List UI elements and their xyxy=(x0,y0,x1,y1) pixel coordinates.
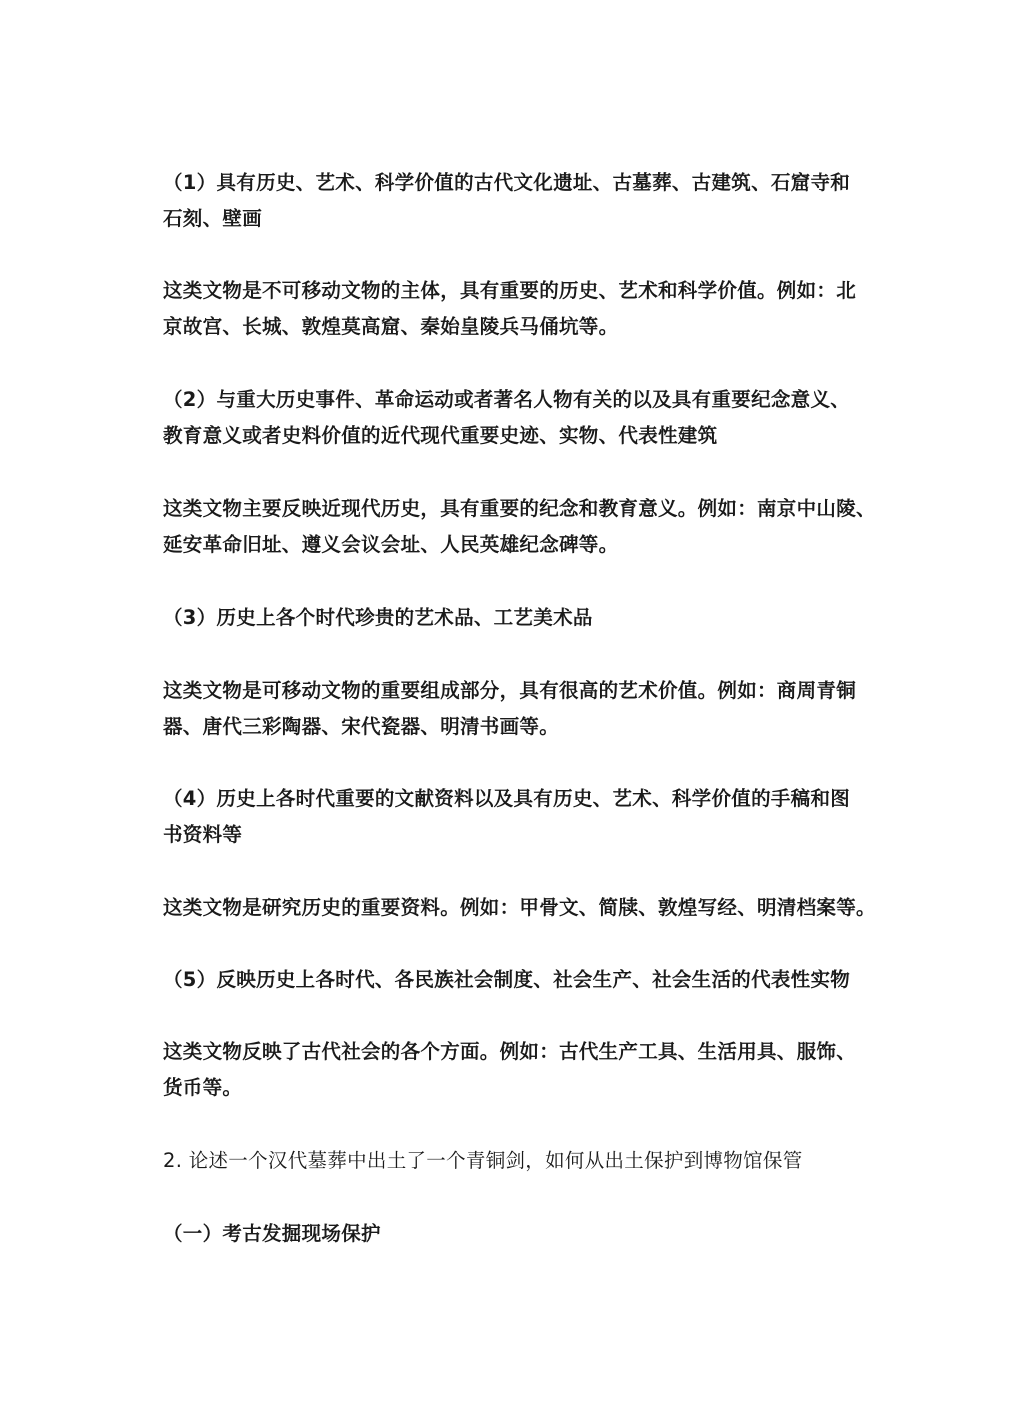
item-2-description xyxy=(163,491,876,563)
text-line: 这类文物反映了古代社会的各个方面。例如：古代生产工具、生活用具、服饰、 xyxy=(163,1040,857,1063)
text-line: 京故宫、长城、敦煌莫高窟、秦始皇陵兵马俑坑等。 xyxy=(163,315,619,338)
item-1-description xyxy=(163,273,863,345)
text-line: （1）具有历史、艺术、科学价值的古代文化遗址、古墓葬、古建筑、石窟寺和 xyxy=(163,171,851,194)
item-4-heading xyxy=(163,781,863,853)
text-line: 货币等。 xyxy=(163,1076,243,1099)
text-line: 延安革命旧址、遵义会议会址、人民英雄纪念碑等。 xyxy=(163,533,619,556)
section-1-heading xyxy=(163,1216,863,1252)
item-3-description xyxy=(163,673,863,745)
item-5-heading xyxy=(163,962,863,998)
item-5-description xyxy=(163,1034,863,1106)
text-line: 2. 论述一个汉代墓葬中出土了一个青铜剑，如何从出土保护到博物馆保管 xyxy=(163,1149,803,1172)
text-line: 书资料等 xyxy=(163,823,243,846)
text-line: （4）历史上各时代重要的文献资料以及具有历史、艺术、科学价值的手稿和图 xyxy=(163,787,851,810)
item-4-description xyxy=(163,890,876,926)
text-line: 石刻、壁画 xyxy=(163,207,263,230)
text-line: 这类文物主要反映近现代历史，具有重要的纪念和教育意义。例如：南京中山陵、 xyxy=(163,497,876,520)
text-line: 这类文物是研究历史的重要资料。例如：甲骨文、简牍、敦煌写经、明清档案等。 xyxy=(163,896,876,919)
item-2-heading xyxy=(163,382,863,454)
text-line: 器、唐代三彩陶器、宋代瓷器、明清书画等。 xyxy=(163,715,560,738)
text-line: 这类文物是不可移动文物的主体，具有重要的历史、艺术和科学价值。例如：北 xyxy=(163,279,857,302)
text-line: （3）历史上各个时代珍贵的艺术品、工艺美术品 xyxy=(163,606,593,629)
text-line: 这类文物是可移动文物的重要组成部分，具有很高的艺术价值。例如：商周青铜 xyxy=(163,679,857,702)
text-line: （2）与重大历史事件、革命运动或者著名人物有关的以及具有重要纪念意义、 xyxy=(163,388,851,411)
text-line: （一）考古发掘现场保护 xyxy=(163,1222,381,1245)
item-3-heading xyxy=(163,600,863,636)
text-line: 教育意义或者史料价值的近代现代重要史迹、实物、代表性建筑 xyxy=(163,424,718,447)
item-1-heading xyxy=(163,165,863,237)
question-2 xyxy=(163,1143,863,1179)
text-line: （5）反映历史上各时代、各民族社会制度、社会生产、社会生活的代表性实物 xyxy=(163,968,851,991)
